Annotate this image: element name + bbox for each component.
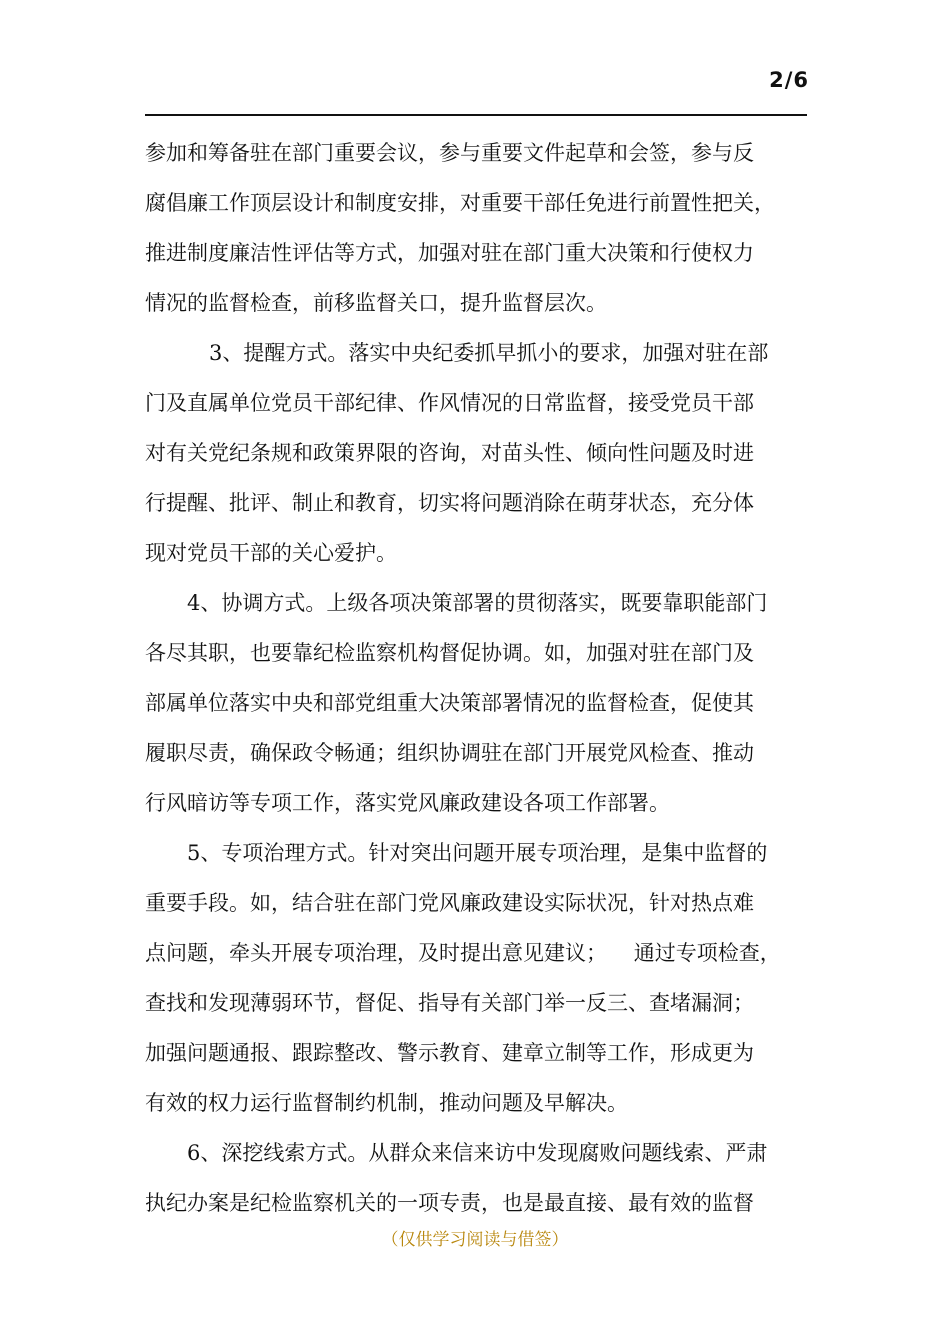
text-line: 行提醒、批评、制止和教育，切实将问题消除在萌芽状态，充分体 — [145, 491, 754, 515]
text-line: 腐倡廉工作顶层设计和制度安排，对重要干部任免进行前置性把关， — [145, 191, 775, 215]
paragraph-start-line: 4、协调方式。上级各项决策部署的贯彻落实，既要靠职能部门 — [187, 591, 768, 615]
text-line: 对有关党纪条规和政策界限的咨询，对苗头性、倾向性问题及时进 — [145, 441, 754, 465]
text-line: 情况的监督检查，前移监督关口，提升监督层次。 — [145, 291, 607, 315]
text-line: 有效的权力运行监督制约机制，推动问题及早解决。 — [145, 1091, 628, 1115]
paragraph-start-line: 6、深挖线索方式。从群众来信来访中发现腐败问题线索、严肃 — [187, 1141, 768, 1165]
text-line: 执纪办案是纪检监察机关的一项专责，也是最直接、最有效的监督 — [145, 1191, 754, 1215]
text-line: 参加和筹备驻在部门重要会议，参与重要文件起草和会签，参与反 — [145, 141, 754, 165]
document-body — [145, 128, 817, 1228]
text-line: 加强问题通报、跟踪整改、警示教育、建章立制等工作，形成更为 — [145, 1041, 754, 1065]
header-rule — [145, 114, 807, 116]
text-line: 查找和发现薄弱环节，督促、指导有关部门举一反三、查堵漏洞； — [145, 991, 754, 1015]
text-line: 重要手段。如，结合驻在部门党风廉政建设实际状况，针对热点难 — [145, 891, 754, 915]
footer-note: （仅供学习阅读与借签） — [381, 1230, 569, 1250]
paragraph-start-line: 5、专项治理方式。针对突出问题开展专项治理，是集中监督的 — [187, 841, 768, 865]
text-line: 点问题，牵头开展专项治理，及时提出意见建议； 通过专项检查， — [145, 941, 781, 965]
text-line: 履职尽责，确保政令畅通；组织协调驻在部门开展党风检查、推动 — [145, 741, 754, 765]
text-line: 推进制度廉洁性评估等方式，加强对驻在部门重大决策和行使权力 — [145, 241, 754, 265]
text-line: 各尽其职，也要靠纪检监察机构督促协调。如，加强对驻在部门及 — [145, 641, 754, 665]
text-line: 行风暗访等专项工作，落实党风廉政建设各项工作部署。 — [145, 791, 670, 815]
text-line: 现对党员干部的关心爱护。 — [145, 541, 397, 565]
page-number: 2/6 — [769, 68, 809, 92]
text-line: 门及直属单位党员干部纪律、作风情况的日常监督，接受党员干部 — [145, 391, 754, 415]
text-line: 部属单位落实中央和部党组重大决策部署情况的监督检查，促使其 — [145, 691, 754, 715]
paragraph-start-line: 3、提醒方式。落实中央纪委抓早抓小的要求，加强对驻在部 — [209, 341, 769, 365]
